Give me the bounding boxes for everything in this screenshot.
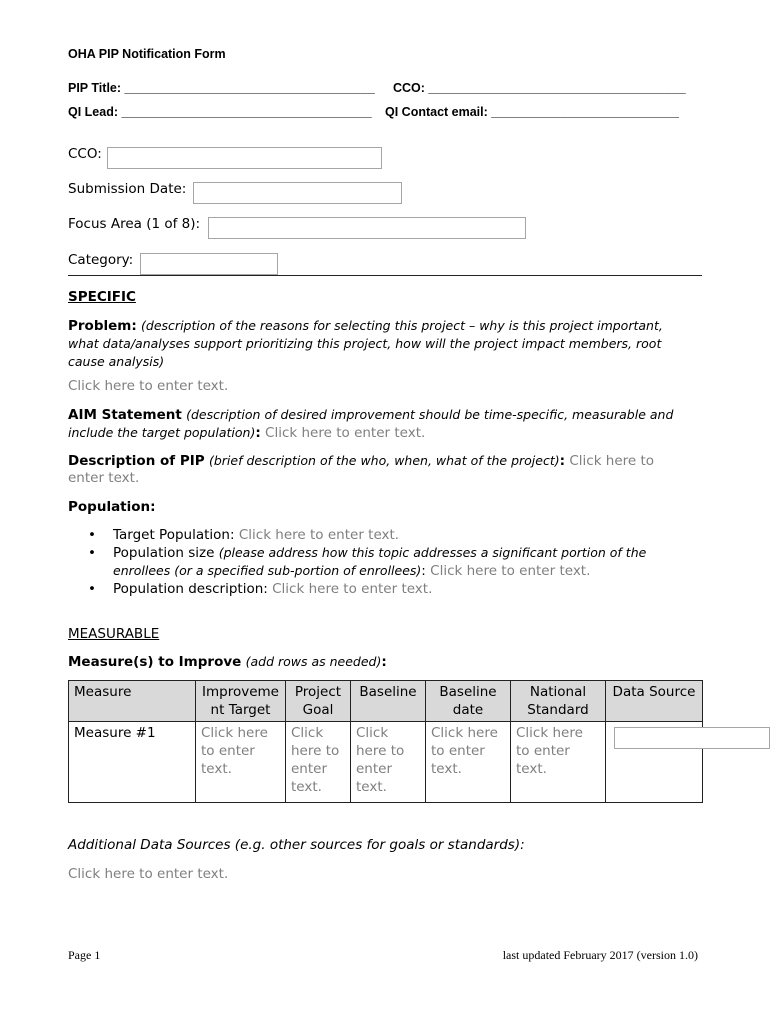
pip-description-label: Description of PIP	[68, 453, 205, 469]
pip-description-paragraph	[68, 452, 678, 487]
population-heading: Population:	[68, 499, 156, 515]
population-list	[88, 526, 678, 598]
form-title: OHA PIP Notification Form	[68, 47, 226, 61]
cco-header-line	[393, 81, 686, 95]
section-divider	[68, 275, 702, 276]
measurable-heading: MEASURABLE	[68, 626, 160, 642]
improvement-target-cell[interactable]: Click here to enter text.	[196, 722, 286, 803]
measures-to-improve-hint: (add rows as needed)	[245, 654, 382, 669]
measures-to-improve-colon: :	[381, 654, 387, 670]
focus-area-label: Focus Area (1 of 8):	[68, 216, 201, 232]
qi-contact-email-blank[interactable]: ___________________________	[491, 105, 679, 119]
population-description-placeholder[interactable]: Click here to enter text.	[272, 581, 433, 597]
baseline-date-cell[interactable]: Click here to enter text.	[426, 722, 511, 803]
column-header: Baseline	[351, 681, 426, 722]
population-description-label: Population description:	[113, 581, 268, 597]
measures-to-improve-line	[68, 654, 387, 670]
cco-field[interactable]	[107, 147, 382, 169]
aim-statement-placeholder[interactable]: Click here to enter text.	[265, 425, 426, 441]
specific-heading: SPECIFIC	[68, 289, 136, 305]
additional-data-sources-placeholder[interactable]: Click here to enter text.	[68, 866, 229, 882]
cco-header-label: CCO:	[393, 81, 429, 95]
population-size-hint: (please address how this topic addresses a significant portion of the enrollees (or a specified sub-portion of enrollees)	[113, 545, 647, 578]
submission-date-field[interactable]	[193, 182, 402, 204]
target-population-placeholder[interactable]: Click here to enter text.	[238, 527, 400, 543]
baseline-cell[interactable]: Click here to enter text.	[351, 722, 426, 803]
pip-description-placeholder[interactable]: Click here to enter text.	[68, 453, 655, 486]
qi-lead-line	[68, 105, 372, 119]
submission-date-label: Submission Date:	[68, 181, 187, 197]
category-field[interactable]	[140, 253, 278, 275]
aim-statement-paragraph	[68, 406, 678, 442]
problem-input-placeholder[interactable]: Click here to enter text.	[68, 378, 229, 394]
cco-header-blank[interactable]: _____________________________________	[428, 81, 686, 95]
national-standard-cell[interactable]: Click here to enter text.	[511, 722, 606, 803]
measures-to-improve-label: Measure(s) to Improve	[68, 654, 242, 670]
pip-description-hint: (brief description of the who, when, what of the project)	[208, 453, 560, 468]
pip-title-line	[68, 81, 375, 95]
qi-lead-blank[interactable]: ____________________________________	[121, 105, 372, 119]
bullet-icon: •	[88, 545, 96, 561]
population-size-label: Population size	[113, 545, 215, 561]
data-source-field[interactable]	[614, 727, 770, 749]
focus-area-field[interactable]	[208, 217, 526, 239]
project-goal-cell[interactable]: Click here to enter text.	[286, 722, 351, 803]
population-size-placeholder[interactable]: Click here to enter text.	[430, 563, 591, 579]
column-header: Baseline date	[426, 681, 511, 722]
bullet-icon: •	[88, 581, 96, 597]
column-header: Measure	[69, 681, 196, 722]
page-number: Page 1	[68, 948, 101, 962]
last-updated-note: last updated February 2017 (version 1.0)	[502, 948, 698, 962]
list-item: • Population size (please address how this topic addresses a significant portion of the enrollees (or a specified sub-portion of enrollees): Click here to enter text.	[88, 545, 647, 579]
table-header-row	[69, 681, 703, 722]
list-item	[88, 526, 678, 544]
aim-statement-colon: :	[255, 425, 261, 441]
pip-title-label: PIP Title:	[68, 81, 125, 95]
measure-name-cell: Measure #1	[69, 722, 196, 803]
problem-description: (description of the reasons for selecting this project – why is this project important, what data/analyses support prioritizing this project, how will the project impact members, root cause analysis)	[68, 318, 663, 369]
pip-title-blank[interactable]: ____________________________________	[124, 81, 375, 95]
list-item	[88, 580, 678, 598]
target-population-label: Target Population:	[113, 527, 235, 543]
aim-statement-label: AIM Statement	[68, 407, 182, 423]
aim-statement-description: (description of desired improvement should be time-specific, measurable and include the target population)	[68, 407, 674, 440]
column-header: Data Source	[606, 681, 703, 722]
pip-description-colon: :	[559, 453, 566, 469]
category-label: Category:	[68, 252, 134, 268]
cco-label: CCO:	[68, 146, 102, 162]
measures-table	[68, 680, 703, 803]
qi-contact-email-label: QI Contact email:	[385, 105, 492, 119]
column-header: Improvement Target	[196, 681, 286, 722]
bullet-icon: •	[88, 527, 96, 543]
qi-contact-email-line	[385, 105, 679, 119]
problem-label: Problem:	[68, 318, 137, 334]
table-row	[69, 722, 703, 803]
additional-data-sources-label: Additional Data Sources (e.g. other sources for goals or standards):	[68, 837, 525, 853]
column-header: National Standard	[511, 681, 606, 722]
qi-lead-label: QI Lead:	[68, 105, 122, 119]
column-header: Project Goal	[286, 681, 351, 722]
problem-paragraph	[68, 317, 678, 371]
